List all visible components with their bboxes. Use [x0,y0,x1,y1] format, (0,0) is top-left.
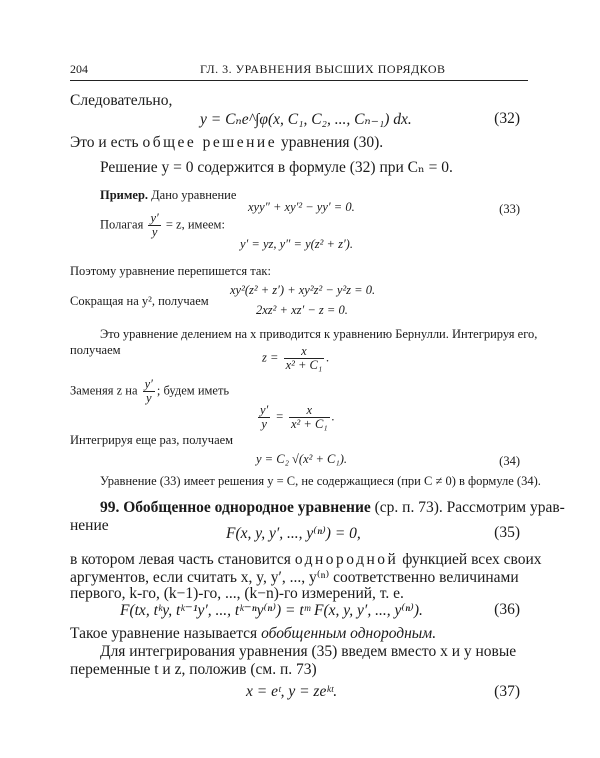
formula-37: x = eᵗ, y = zeᵏᵗ. [246,683,338,700]
equation-number-35: (35) [494,524,520,541]
text-line: Для интегрирования уравнения (35) введем вместо x и y новые [100,643,517,660]
formula-32: y = Cₙe^∫φ(x, C₁, C₂, ..., Cₙ₋₁) dx. [200,111,412,128]
fraction-numerator: x [289,404,330,418]
example-label: Пример. [100,188,149,202]
emphasis-spaced: общее решение [142,134,278,151]
text-line: нение [70,517,109,534]
text-fragment: Это и есть [70,134,143,151]
formula-36: F(tx, tᵏy, tᵏ⁻¹y′, ..., tᵏ⁻ⁿy⁽ⁿ⁾) = tᵐ F(x, y, y′, ..., y⁽ⁿ⁾). [120,602,423,619]
text-line: Это уравнение делением на x приводится к уравнению Бернулли. Интегрируя его, [100,327,538,341]
text-fragment: Такое уравнение называется [70,625,262,642]
text-fragment: Полагая [100,217,144,232]
header-rule [70,80,528,81]
fraction-denominator: x² + C₁ [290,417,328,432]
text-fragment: Дано уравнение [148,188,237,202]
text-line [70,134,383,152]
fraction-yprime-over-y: $\frac{y'}{y}$ [260,403,269,432]
text-fragment: уравнения (30). [277,134,384,151]
text-line: Сокращая на y², получаем [70,294,209,308]
section-heading [100,499,565,517]
equation-number-33: (33) [499,202,520,216]
formula-reduced: 2xz² + xz′ − z = 0. [256,303,348,317]
text-line [100,212,225,239]
emphasis-italic: обобщенным однородным. [261,625,437,642]
text-line: переменные t и z, положив (см. п. 73) [70,661,317,678]
fraction-numerator: x [284,345,325,359]
example-heading [100,188,236,203]
formula-z: z = $\frac{x}{\text{x² + C₁}}$ . [262,344,330,373]
section-title: 99. Обобщенное однородное уравнение [100,499,371,516]
equation-number-32: (32) [494,110,520,127]
page-number: 204 [70,62,88,76]
running-title: ГЛ. 3. УРАВНЕНИЯ ВЫСШИХ ПОРЯДКОВ [200,62,446,76]
text-fragment: функцией всех своих [398,551,542,568]
text-fragment: = z, имеем: [165,217,225,232]
text-line: первого, k-го, (k−1)-го, ..., (k−n)-го измерений, т. е. [70,585,404,602]
text-line [70,625,436,643]
text-line: Интегрируя еще раз, получаем [70,433,234,447]
text-line: получаем [70,343,121,357]
text-fragment: Заменяя z на [70,383,138,398]
formula-33: xyy″ + xy′² − yy′ = 0. [248,200,355,214]
equation-number-37: (37) [494,683,520,700]
text-line: Заменяя z на $\frac{y'}{y}$ ; будем иметь [70,377,230,406]
text-line: Поэтому уравнение перепишется так: [70,264,271,278]
equation-number-34: (34) [499,454,520,468]
emphasis-spaced: однородной [294,551,399,568]
formula-35: F(x, y, y′, ..., y⁽ⁿ⁾) = 0, [226,525,361,542]
fraction-yprime-over-y: $\frac{y'}{y}$ [150,211,159,240]
fraction-yprime-over-y: $\frac{y'}{y}$ [144,377,153,406]
text-line: Решение y = 0 содержится в формуле (32) при Cₙ = 0. [100,159,453,176]
text-line: аргументов, если считать x, y, y′, ..., y⁽ⁿ⁾ соответственно величинами [70,569,519,586]
formula-yprime: $\frac{y'}{y}$ = $\frac{x}{\text{x² + C₁}}$ . [260,403,335,432]
equation-number-36: (36) [494,601,520,618]
text-fragment: будем иметь [163,383,230,398]
text-fragment: z = [262,350,279,365]
text-fragment: в котором левая часть становится [70,551,295,568]
fraction-x-over-sum [289,404,330,431]
text-line: Следовательно, [70,92,173,109]
fraction-denominator: x² + C₁ [285,358,323,373]
text-line: Уравнение (33) имеет решения y = C, не содержащиеся (при C ≠ 0) в формуле (34). [100,474,541,488]
text-fragment: (ср. п. 73). Рассмотрим урав- [370,499,565,516]
fraction-z [284,345,325,372]
formula-derivatives: y′ = yz, y″ = y(z² + z′). [240,237,353,251]
text-line [70,551,542,569]
formula-rewrite: xy²(z² + z′) + xy²z² − y²z = 0. [230,283,376,297]
formula-34: y = C₂ √(x² + C₁). [256,452,348,466]
